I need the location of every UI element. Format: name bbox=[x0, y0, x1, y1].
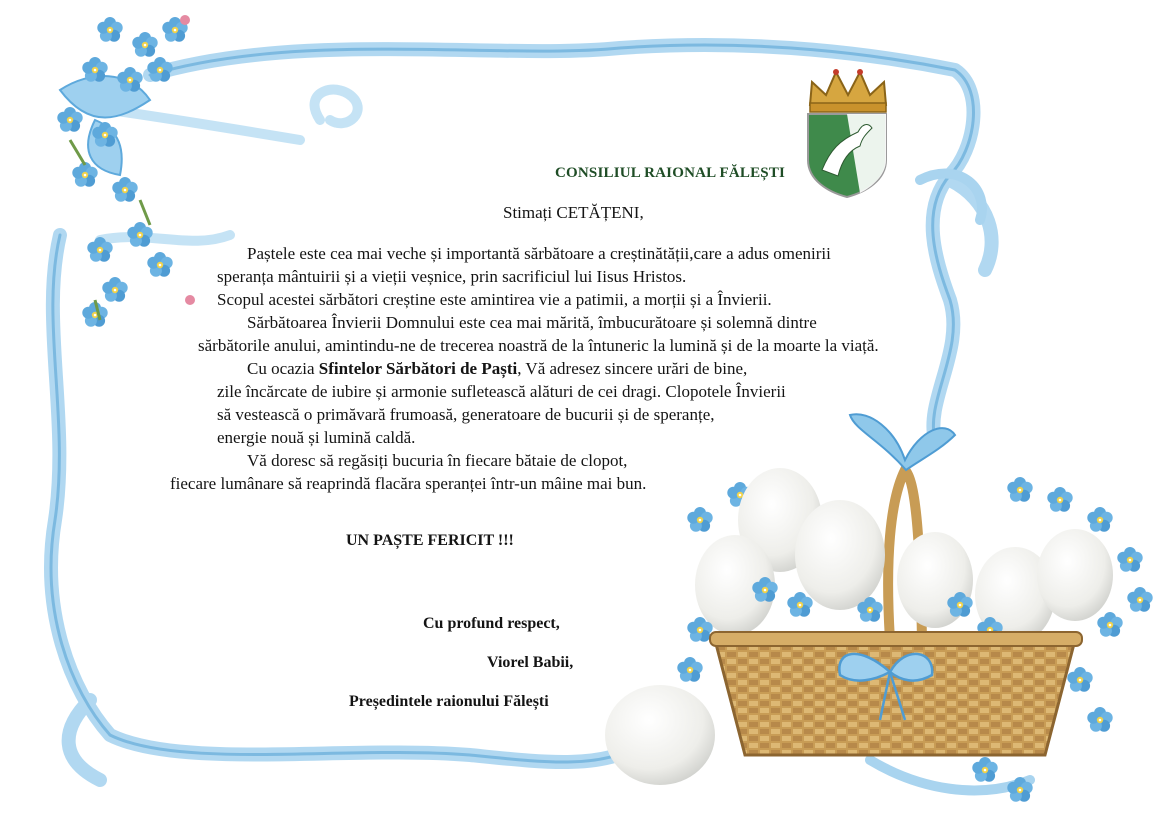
signature-closing: Cu profund respect, bbox=[423, 615, 560, 632]
letter-line: Vă doresc să regăsiți bucuria în fiecare bătaie de clopot, bbox=[247, 451, 628, 470]
letter-line: Paștele este cea mai veche și importantă sărbătoare a creștinătății,care a adus omenirii bbox=[247, 244, 831, 263]
holiday-name: Sfintelor Sărbători de Paști bbox=[318, 359, 518, 378]
signature-name: Viorel Babii, bbox=[487, 654, 574, 671]
letter-line: Sărbătoarea Învierii Domnului este cea mai mărită, îmbucurătoare și solemnă dintre bbox=[247, 313, 817, 332]
letter-line: să vestească o primăvară frumoasă, generatoare de bucurii și de speranțe, bbox=[217, 405, 715, 424]
egg-basket-icon bbox=[605, 414, 1153, 801]
coat-of-arms-icon bbox=[808, 69, 886, 197]
letter-text: Cu ocazia bbox=[247, 359, 319, 378]
letter-line: fiecare lumânare să reaprindă flacăra speranței într-un mâine mai bun. bbox=[170, 474, 647, 493]
letter-text: , Vă adresez sincere urări de bine, bbox=[517, 359, 748, 378]
letter-line: speranța mântuirii și a vieții veșnice, prin sacrificiul lui Iisus Hristos. bbox=[217, 267, 687, 286]
signature-title: Președintele raionului Fălești bbox=[349, 693, 549, 710]
letter-line: zile încărcate de iubire și armonie sufletească alături de cei dragi. Clopotele Învierii bbox=[217, 382, 786, 401]
letter-line: sărbătorile anului, amintindu-ne de trecerea noastră de la întuneric la lumină și de la moarte la viață. bbox=[198, 336, 879, 355]
crown-icon bbox=[810, 69, 886, 112]
letter-line: Scopul acestei sărbători creștine este amintirea vie a patimii, a morții și a Învierii. bbox=[217, 290, 772, 309]
organization-name: CONSILIUL RAIONAL FĂLEȘTI bbox=[555, 165, 786, 181]
letter-line bbox=[247, 358, 747, 380]
greeting: Stimați CETĂȚENI, bbox=[503, 203, 644, 222]
letter-line: energie nouă și lumină caldă. bbox=[217, 428, 416, 447]
easter-wish: UN PAȘTE FERICIT !!! bbox=[346, 532, 514, 549]
